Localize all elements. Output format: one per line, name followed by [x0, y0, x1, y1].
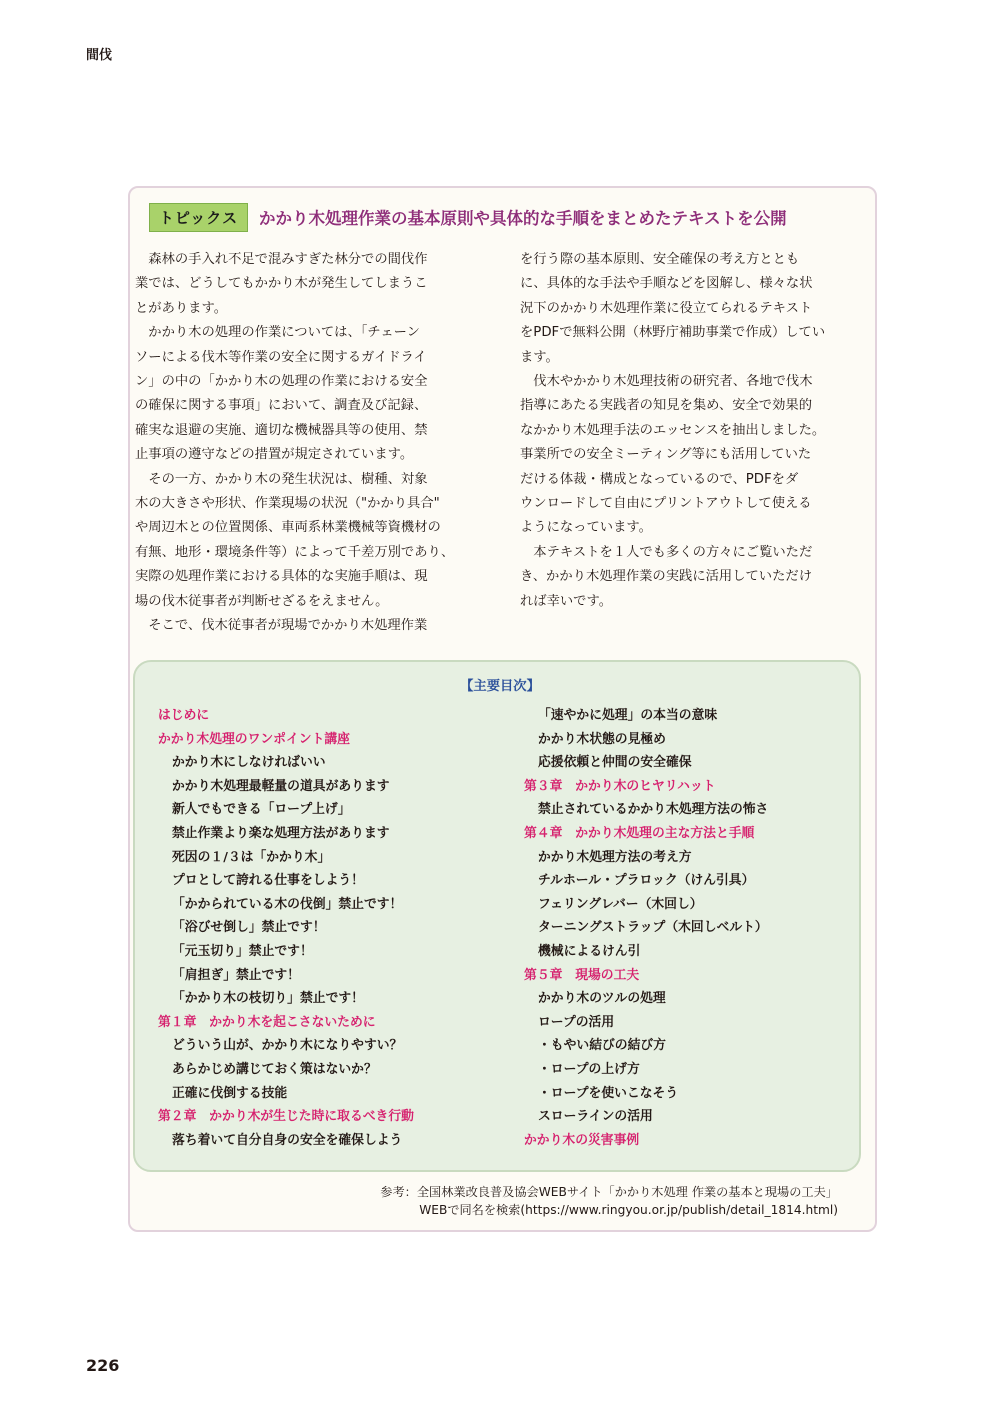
- toc-item: 機械によるけん引: [538, 943, 641, 959]
- toc-item: どういう山が、かかり木になりやすい？: [172, 1038, 403, 1054]
- toc-item: 「かかられている木の伐倒」禁止です！: [172, 896, 403, 912]
- toc-chapter: はじめに: [158, 708, 210, 723]
- toc-chapter: かかり木処理のワンポイント講座: [158, 731, 350, 747]
- toc-item: スローラインの活用: [538, 1109, 653, 1125]
- section-label: 間伐: [86, 48, 113, 63]
- toc-item: 「肩担ぎ」禁止です！: [172, 967, 300, 983]
- toc-column-left: [158, 704, 498, 1152]
- toc-item: 禁止作業より楽な処理方法があります: [172, 825, 390, 841]
- toc-item: あらかじめ講じておく策はないか？: [172, 1061, 377, 1077]
- toc-chapter: かかり木の災害事例: [524, 1132, 640, 1148]
- toc-item: かかり木のツルの処理: [538, 991, 666, 1007]
- toc-item: ・ロープの上げ方: [538, 1061, 640, 1077]
- toc-item: 「浴びせ倒し」禁止です！: [172, 920, 326, 936]
- toc-item: かかり木状態の見極め: [538, 731, 666, 747]
- toc-item: ターニングストラップ（木回しベルト）: [538, 920, 768, 936]
- toc-chapter: 第４章 かかり木処理の主な方法と手順: [524, 825, 755, 841]
- reference-line-1: 参考：全国林業改良普及協会WEBサイト「かかり木処理 作業の基本と現場の工夫」: [380, 1185, 838, 1199]
- toc-column-right: [524, 704, 864, 1152]
- toc-item: 「元玉切り」禁止です！: [172, 943, 313, 959]
- toc-item: ロープの活用: [538, 1014, 615, 1030]
- toc-item: 禁止されているかかり木処理方法の怖さ: [538, 802, 769, 818]
- toc-item: 正確に伐倒する技能: [172, 1085, 288, 1101]
- toc-chapter: 第３章 かかり木のヒヤリハット: [524, 778, 716, 794]
- toc-item: 死因の１/３は「かかり木」: [172, 849, 331, 865]
- topic-badge: トピックス: [149, 203, 248, 232]
- toc-item: かかり木処理方法の考え方: [538, 849, 692, 865]
- toc-item: 「速やかに処理」の本当の意味: [538, 708, 718, 723]
- toc-item: 応援依頼と仲間の安全確保: [538, 755, 692, 771]
- reference-line-2: WEBで同名を検索(https://www.ringyou.or.jp/publish/detail_1814.html): [419, 1203, 838, 1217]
- toc-item: 「かかり木の枝切り」禁止です！: [172, 991, 364, 1007]
- page-number: 226: [86, 1356, 120, 1375]
- toc-item: かかり木処理最軽量の道具があります: [172, 778, 390, 794]
- toc-chapter: 第２章 かかり木が生じた時に取るべき行動: [158, 1109, 414, 1125]
- toc-item: フェリングレバー（木回し）: [538, 896, 703, 912]
- toc-item: 新人でもできる「ロープ上げ」: [172, 802, 351, 818]
- toc-item: チルホール・プラロック（けん引具）: [538, 873, 755, 889]
- toc-item: かかり木にしなければいい: [172, 755, 326, 771]
- toc-item: ・もやい結びの結び方: [538, 1038, 666, 1054]
- toc-item: 落ち着いて自分自身の安全を確保しよう: [172, 1132, 403, 1148]
- toc-title: 【主要目次】: [460, 679, 540, 694]
- body-text-left: 森林の手入れ不足で混みすぎた林分での間伐作 業では、どうしてもかかり木が発生してしまうこ とがあります。 かかり木の処理の作業については、「チェーン ソーによる伐木等作業の安全に関するガイドライ ン」の中の「かかり木の処理の作業における安全 の確保に関する事項」において、調査及び記録、 確実な退避の実施、適切な機械器具等の使用、禁 止事項の遵守などの措置が規定されています。 その一方、かかり木の発生状況は、樹種、対象 木の大きさや形状、作業現場の状況（"かかり具合" や周辺木との位置関係、車両系林業機械等資機材の 有無、地形・環境条件等）によって千差万別であり、 実際の処理作業における具体的な実施手順は、現 場の伐木従事者が判断せざるをえません。 そこで、伐木従事者が現場でかかり木処理作業: [135, 252, 455, 634]
- toc-chapter: 第５章 現場の工夫: [524, 967, 640, 983]
- topic-title: かかり木処理作業の基本原則や具体的な手順をまとめたテキストを公開: [259, 209, 787, 228]
- toc-item: プロとして誇れる仕事をしよう！: [172, 873, 364, 889]
- body-text-right: を行う際の基本原則、安全確保の考え方ととも に、具体的な手法や手順などを図解し、様々な状 況下のかかり木処理作業に役立てられるテキスト をPDFで無料公開（林野庁補助事業で作成）してい ます。 伐木やかかり木処理技術の研究者、各地で伐木 指導にあたる実践者の知見を集め、安全で効果的 なかかり木処理手法のエッセンスを抽出しました。 事業所での安全ミーティング等にも活用していた だける体裁・構成となっているので、PDFをダ ウンロードして自由にプリントアウトして使える ようになっています。 本テキストを１人でも多くの方々にご覧いただ き、かかり木処理作業の実践に活用していただけ れば幸いです。: [520, 252, 826, 609]
- toc-chapter: 第１章 かかり木を起こさないために: [158, 1014, 376, 1030]
- toc-item: ・ロープを使いこなそう: [538, 1085, 679, 1101]
- reference-note: [310, 1183, 838, 1219]
